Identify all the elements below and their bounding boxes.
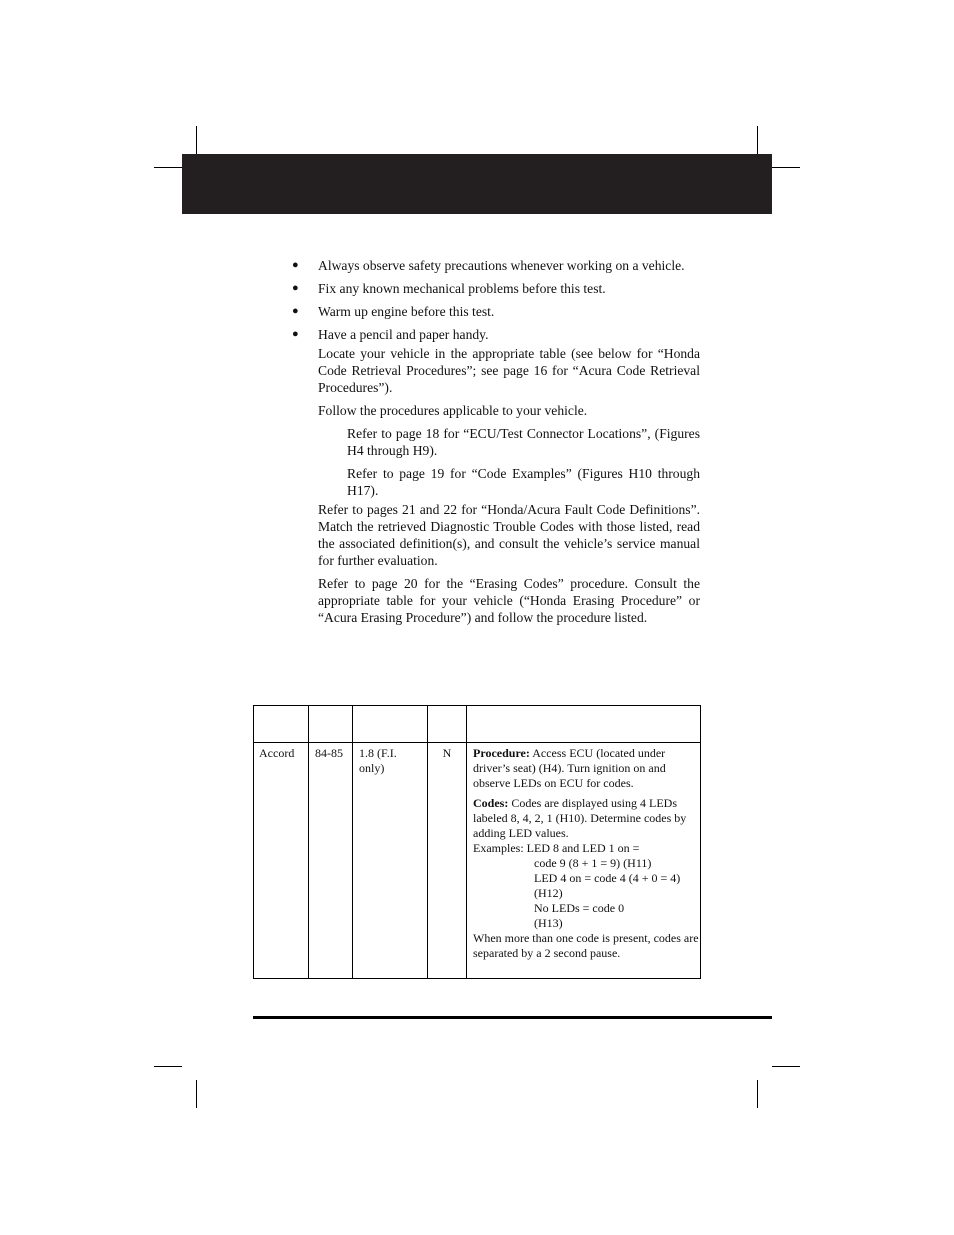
bullet-item [290,326,700,343]
crop-mark-bottom-right-vertical [757,1080,758,1108]
bullet-text: Fix any known mechanical problems before this test. [318,281,606,296]
paragraph-refer-page-20: Refer to page 20 for the “Erasing Codes” procedure. Consult the appropriate table for your vehicle (“Honda Erasing Procedure” or “Acura Erasing Procedure”) and follow the procedure listed. [318,576,700,625]
table-column-divider [466,706,467,978]
example-3-figure: (H13) [534,916,563,930]
paragraph-refer-page-18: Refer to page 18 for “ECU/Test Connector Locations”, (Figures H4 through H9). [347,426,700,458]
bullet-text: Warm up engine before this test. [318,304,495,319]
crop-mark-top-right-vertical [757,126,758,154]
code-retrieval-table [253,705,701,979]
footer-rule [253,1016,772,1019]
crop-mark-top-right-horizontal [772,167,800,168]
bullet-dot-icon: ● [292,305,299,317]
cell-years: 84-85 [315,746,343,760]
paragraph-refer-page-19: Refer to page 19 for “Code Examples” (Figures H10 through H17). [347,466,700,498]
examples-line: Examples: LED 8 and LED 1 on = [473,841,640,855]
closing-note: When more than one code is present, codes are separated by a 2 second pause. [473,931,699,960]
table-column-divider [352,706,353,978]
paragraph-follow: Follow the procedures applicable to your vehicle. [318,403,588,418]
bullet-text: Have a pencil and paper handy. [318,327,489,342]
instructions [290,257,700,626]
codes-text: Codes are displayed using 4 LEDs labeled 8, 4, 2, 1 (H10). Determine codes by adding LED values. [473,796,687,840]
cell-model: Accord [259,746,295,760]
bullet-item [290,257,700,274]
crop-mark-top-left-horizontal [154,167,182,168]
procedure-paragraph [473,746,701,791]
codes-paragraph [473,796,701,841]
table-header-divider [254,742,700,743]
cell-engine: 1.8 (F.I. only) [359,746,397,775]
codes-label: Codes: [473,796,509,810]
paragraph-locate: Locate your vehicle in the appropriate table (see below for “Honda Code Retrieval Procedures”; see page 16 for “Acura Code Retrieval Procedures”). [318,346,700,395]
paragraph-refer-pages-21-22: Refer to pages 21 and 22 for “Honda/Acura Fault Code Definitions”. Match the retrieved Diagnostic Trouble Codes with those listed, read the associated definition(s), and consult the vehicle’s service manual for further evaluation. [318,502,700,568]
crop-mark-bottom-left-horizontal [154,1066,182,1067]
bullet-dot-icon: ● [292,259,299,271]
crop-mark-bottom-right-horizontal [772,1066,800,1067]
bullet-text: Always observe safety precautions whenever working on a vehicle. [318,258,685,273]
procedure-label: Procedure: [473,746,530,760]
crop-mark-top-left-vertical [196,126,197,154]
header-bar [182,154,772,214]
cell-procedure [473,746,701,961]
example-1: code 9 (8 + 1 = 9) (H11) [534,856,652,870]
table-column-divider [308,706,309,978]
example-2: LED 4 on = code 4 (4 + 0 = 4) (H12) [534,871,681,900]
bullet-dot-icon: ● [292,282,299,294]
bullet-item [290,280,700,297]
example-3: No LEDs = code 0 [534,901,625,915]
cell-flag: N [442,746,452,760]
crop-mark-bottom-left-vertical [196,1080,197,1108]
bullet-item [290,303,700,320]
procedure-text: Access ECU (located under driver’s seat) (H4). Turn ignition on and observe LEDs on ECU for codes. [473,746,666,790]
bullet-dot-icon: ● [292,328,299,340]
